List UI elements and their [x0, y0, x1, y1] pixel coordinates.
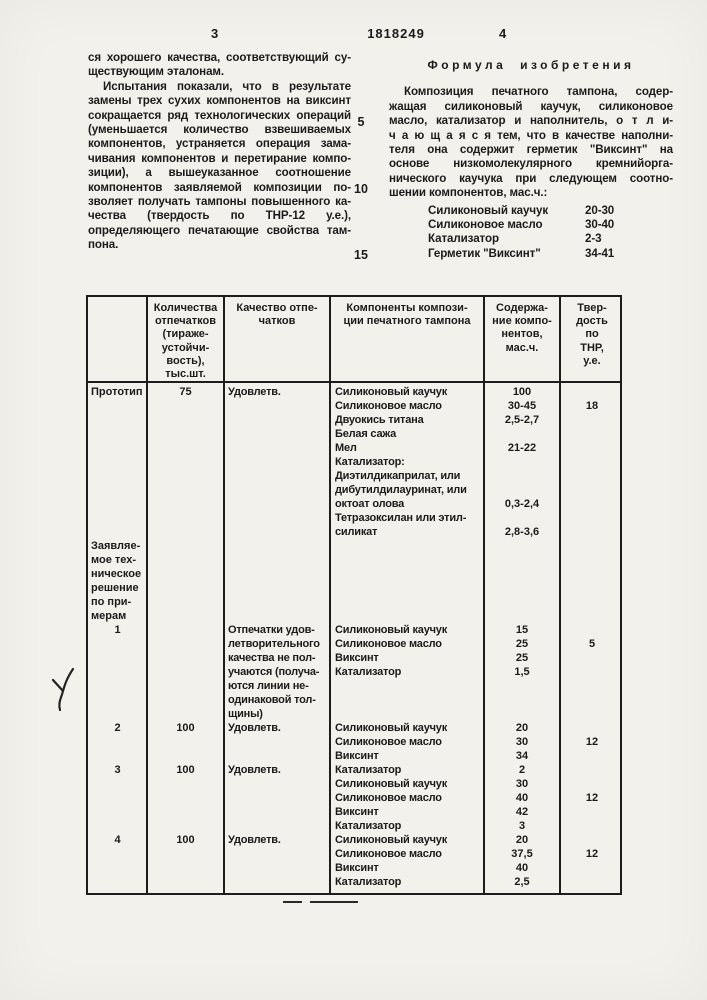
table-cell [147, 637, 224, 651]
text-line: (уменьшается количество взвешиваемых [88, 123, 351, 137]
table-cell [88, 427, 147, 441]
table-cell [224, 847, 330, 861]
table-cell [88, 861, 147, 875]
table-cell: 40 [515, 862, 529, 874]
table-cell: Белая сажа [335, 428, 397, 440]
table-cell: Удовлетв. [228, 386, 281, 398]
table-cell [560, 777, 624, 791]
table-cell: Удовлетв. [228, 834, 281, 846]
table-cell: 100 [176, 834, 195, 846]
table-cell [224, 469, 330, 483]
text-line: чивания компонентов и перетирание компо- [88, 151, 351, 165]
table-cell: 30 [515, 736, 529, 748]
table-cell [88, 791, 147, 805]
table-cell [560, 511, 624, 525]
table-cell: Прототип [91, 386, 143, 398]
table-cell [147, 749, 224, 763]
table-cell: Заявляе- [91, 540, 141, 552]
formula-item [428, 204, 673, 218]
text-line: компонентов заявляемой композиции по- [88, 180, 351, 194]
formula-heading: Формула изобретения [427, 58, 635, 72]
table-cell: Силиконовое масло [335, 638, 442, 650]
text-line: чества (твердость по ТНР-12 у.е.), [88, 209, 351, 223]
table-cell: 2 [114, 722, 121, 734]
component-name: Герметик "Виксинт" [428, 246, 541, 260]
table-cell: 18 [585, 400, 599, 412]
table-cell [147, 707, 224, 721]
table-cell: 25 [515, 638, 529, 650]
table-cell [330, 539, 484, 553]
table-cell [224, 777, 330, 791]
table-cell [147, 511, 224, 525]
table-cell [147, 595, 224, 609]
table-cell: 100 [176, 722, 195, 734]
formula-paragraph [389, 85, 673, 200]
text-line: компонентов, устраняется операция зама- [88, 137, 351, 151]
text-line: Испытания показали, что в результате [103, 79, 351, 93]
table-cell: Виксинт [335, 750, 379, 762]
table-cell [560, 861, 624, 875]
table-cell [560, 875, 624, 889]
table-body [88, 385, 620, 889]
table-cell [484, 539, 560, 553]
table-cell: 75 [179, 386, 192, 398]
table-cell [224, 455, 330, 469]
table-cell [560, 441, 624, 455]
table-cell [330, 581, 484, 595]
table-cell [484, 679, 560, 693]
table-cell: 15 [515, 624, 529, 636]
table-cell: Удовлетв. [228, 764, 281, 776]
table-cell: 1,5 [514, 666, 530, 678]
table-cell [484, 483, 560, 497]
table-cell [224, 441, 330, 455]
table-cell [147, 455, 224, 469]
table-cell [330, 595, 484, 609]
table-cell: 1 [114, 624, 121, 636]
table-cell: 12 [585, 792, 599, 804]
table-header-cell: Компоненты компози- ции печатного тампона [343, 302, 471, 328]
table-cell: 37,5 [511, 848, 533, 860]
table-cell [88, 819, 147, 833]
table-cell: Силиконовый каучук [335, 624, 448, 636]
table-cell [330, 679, 484, 693]
table-cell [224, 609, 330, 623]
table-header-cell [88, 297, 147, 381]
table-cell [88, 777, 147, 791]
component-value: 2-3 [585, 232, 602, 246]
table-cell [560, 539, 624, 553]
table-cell: 12 [585, 736, 599, 748]
table-cell [224, 427, 330, 441]
end-dash-separator [283, 901, 358, 903]
table-cell: Двуокись титана [335, 414, 424, 426]
table-cell [224, 539, 330, 553]
table-cell [224, 413, 330, 427]
table-cell: 100 [512, 386, 532, 398]
table-cell [224, 819, 330, 833]
table-cell [224, 525, 330, 539]
table-cell [147, 679, 224, 693]
table-cell [147, 693, 224, 707]
table-cell [88, 525, 147, 539]
table-cell [484, 469, 560, 483]
table-cell [484, 693, 560, 707]
left-text-column [88, 51, 351, 253]
component-name: Силиконовый каучук [428, 203, 549, 217]
table-cell [147, 483, 224, 497]
text-line: ществующим эталонам. [88, 65, 225, 79]
table-cell [88, 497, 147, 511]
formula-component-list [389, 204, 673, 262]
table-cell [560, 609, 624, 623]
table-cell: по при- [91, 596, 132, 608]
table-cell: Катализатор: [335, 456, 405, 468]
text-line: основе низкомолекулярного кремнийорга- [389, 157, 673, 171]
handwritten-mark [46, 664, 80, 718]
table-cell: мое тех- [91, 554, 137, 566]
table-cell: Силиконовый каучук [335, 778, 448, 790]
text-line: масло, катализатор и наполнитель, о т л и- [389, 114, 673, 128]
table-cell [147, 651, 224, 665]
table-cell: ются линии не- [228, 680, 309, 692]
table-cell [484, 427, 560, 441]
table-cell: Силиконовый каучук [335, 386, 448, 398]
table-cell: 30-45 [507, 400, 537, 412]
table-cell [88, 413, 147, 427]
component-value: 20-30 [585, 203, 615, 217]
table-cell [88, 483, 147, 497]
table-cell: Мел [335, 442, 357, 454]
right-text-column [389, 58, 673, 261]
table-cell [147, 539, 224, 553]
table-cell: 0,3-2,4 [504, 498, 540, 510]
table-cell [147, 819, 224, 833]
table-cell [88, 749, 147, 763]
text-line: определяющего печатающие свойства там- [88, 223, 351, 237]
formula-item [428, 218, 673, 232]
table-cell [484, 581, 560, 595]
table-cell [330, 707, 484, 721]
table-cell: Отпечатки удов- [228, 624, 315, 636]
table-cell: Катализатор [335, 876, 402, 888]
table-cell: 2,5 [514, 876, 530, 888]
table-cell: 42 [515, 806, 529, 818]
table-cell: 5 [588, 638, 596, 650]
table-cell [560, 595, 624, 609]
table-cell [147, 413, 224, 427]
table-cell [88, 707, 147, 721]
table-cell [224, 553, 330, 567]
table-cell [147, 805, 224, 819]
table-cell [224, 511, 330, 525]
table-cell: качества не пол- [228, 652, 316, 664]
table-cell [224, 595, 330, 609]
table-cell: 3 [114, 764, 121, 776]
component-value: 30-40 [585, 218, 615, 232]
table-cell [88, 847, 147, 861]
table-header-cell: Твер- дость по ТНР, у.е. [576, 302, 608, 367]
table-cell [147, 791, 224, 805]
table-cell [560, 665, 624, 679]
component-name: Силиконовое масло [428, 218, 543, 232]
table-cell [224, 875, 330, 889]
table-cell [560, 525, 624, 539]
table-cell [484, 553, 560, 567]
table-cell [560, 679, 624, 693]
table-cell [88, 511, 147, 525]
table-cell [147, 553, 224, 567]
table-cell [147, 609, 224, 623]
table-cell: 20 [515, 834, 529, 846]
table-cell [224, 791, 330, 805]
text-line: жащая силиконовый каучук, силиконовое [389, 99, 673, 113]
table-cell: Катализатор [335, 666, 402, 678]
table-cell [147, 735, 224, 749]
table-cell [484, 707, 560, 721]
table-cell [484, 511, 560, 525]
table-cell: 2,5-2,7 [504, 414, 540, 426]
line-number: 5 [357, 115, 365, 129]
table-cell: Силиконовое масло [335, 400, 442, 412]
table-cell [484, 595, 560, 609]
text-line: ся хорошего качества, соответствующий су- [88, 51, 351, 64]
table-cell [147, 581, 224, 595]
page-number-left: 3 [211, 26, 220, 41]
page-number-right: 4 [499, 26, 508, 41]
table-cell [224, 805, 330, 819]
table-cell [147, 623, 224, 637]
table-cell [147, 399, 224, 413]
table-cell: 3 [518, 820, 526, 832]
text-line: сокращается ряд технологических операций [88, 108, 351, 122]
table-cell [330, 693, 484, 707]
table-cell [147, 861, 224, 875]
component-value: 34-41 [585, 246, 615, 260]
table-cell [560, 651, 624, 665]
table-cell [224, 567, 330, 581]
table-cell [560, 581, 624, 595]
table-cell: 30 [515, 778, 529, 790]
table-cell [88, 455, 147, 469]
table-cell: 40 [515, 792, 529, 804]
table-cell: мерам [91, 610, 127, 622]
table-cell: Диэтилдикаприлат, или [335, 470, 461, 482]
table-cell: Силиконовое масло [335, 792, 442, 804]
table-cell [224, 497, 330, 511]
table-cell: дибутилдилауринат, или [335, 484, 467, 496]
table-header-row [88, 297, 620, 381]
table-cell [147, 847, 224, 861]
text-line: пона. [88, 238, 119, 252]
table-cell: 21-22 [507, 442, 537, 454]
table-cell [147, 777, 224, 791]
table-cell: Виксинт [335, 862, 379, 874]
table-cell [147, 875, 224, 889]
table-cell [147, 427, 224, 441]
table-cell [88, 735, 147, 749]
table-cell [560, 553, 624, 567]
table-cell [560, 455, 624, 469]
table-cell [330, 567, 484, 581]
table-cell: Тетразоксилан или этил- [335, 512, 467, 524]
table-header-cell: Содержа- ние компо- нентов, мас.ч. [492, 302, 552, 354]
table-cell: 25 [515, 652, 529, 664]
table-cell [560, 693, 624, 707]
text-line: замены трех сухих компонентов на виксинт [88, 94, 351, 108]
line-number: 10 [354, 182, 368, 196]
table-cell [560, 427, 624, 441]
table-cell [330, 609, 484, 623]
table-cell [560, 707, 624, 721]
table-cell [224, 735, 330, 749]
component-name: Катализатор [428, 232, 499, 246]
table-cell [88, 665, 147, 679]
table-cell [560, 469, 624, 483]
table-cell [560, 833, 624, 847]
formula-item [428, 247, 673, 261]
table-cell [484, 567, 560, 581]
table-cell [560, 497, 624, 511]
table-cell [560, 721, 624, 735]
table-cell [224, 483, 330, 497]
table-cell [560, 385, 624, 399]
table-cell [88, 651, 147, 665]
table-cell [147, 665, 224, 679]
line-number: 15 [354, 248, 368, 262]
table-cell: учаются (получа- [228, 666, 320, 678]
table-cell [88, 693, 147, 707]
table-cell: Виксинт [335, 652, 379, 664]
table-cell [224, 749, 330, 763]
table-cell: Силиконовое масло [335, 736, 442, 748]
table-cell [224, 399, 330, 413]
table-cell [560, 763, 624, 777]
text-line: нического каучука при следующем соотно- [389, 171, 673, 185]
table-cell: Катализатор [335, 764, 402, 776]
table-cell: щины) [228, 708, 263, 720]
table-cell [147, 525, 224, 539]
table-cell [147, 567, 224, 581]
text-line: Композиция печатного тампона, содер- [404, 85, 673, 99]
table-cell [224, 581, 330, 595]
table-cell: 100 [176, 764, 195, 776]
text-line: ч а ю щ а я с я тем, что в качестве наполни- [389, 128, 673, 142]
table-cell: ническое [91, 568, 142, 580]
table-cell [88, 637, 147, 651]
table-header-separator [88, 381, 620, 383]
table-cell: Виксинт [335, 806, 379, 818]
table-cell: летворительного [228, 638, 320, 650]
results-table [86, 295, 622, 895]
table-cell [88, 441, 147, 455]
table-cell: октоат олова [335, 498, 405, 510]
table-cell [330, 553, 484, 567]
table-cell: Катализатор [335, 820, 402, 832]
table-cell: 34 [515, 750, 529, 762]
table-cell: Силиконовый каучук [335, 834, 448, 846]
table-cell [560, 483, 624, 497]
table-cell [224, 861, 330, 875]
text-line: зволяет получать тампоны повышенного ка- [88, 195, 351, 209]
text-line: зиции), а вышеуказанное соотношение [88, 166, 351, 180]
table-cell [560, 819, 624, 833]
table-cell [560, 749, 624, 763]
table-cell: Удовлетв. [228, 722, 281, 734]
table-cell [560, 805, 624, 819]
table-cell [560, 623, 624, 637]
table-cell [147, 497, 224, 511]
table-cell: 4 [114, 834, 121, 846]
table-cell [88, 875, 147, 889]
table-cell: решение [91, 582, 139, 594]
patent-number: 1818249 [367, 26, 425, 41]
table-cell: силикат [335, 526, 378, 538]
table-cell: 12 [585, 848, 599, 860]
table-cell [484, 455, 560, 469]
table-cell: Силиконовое масло [335, 848, 442, 860]
table-cell [560, 413, 624, 427]
table-header-cell: Качество отпе- чатков [236, 302, 318, 328]
text-line: шении компонентов, мас.ч.: [389, 186, 548, 200]
table-cell [88, 679, 147, 693]
table-cell [147, 441, 224, 455]
text-line: теля она содержит герметик "Виксинт" на [389, 143, 673, 157]
table-cell [560, 567, 624, 581]
table-header-cell: Количества отпечатков (тираже- устойчи- вость), тыс.шт. [153, 302, 218, 381]
table-cell [88, 399, 147, 413]
table-cell [147, 469, 224, 483]
table-cell: 2 [518, 764, 526, 776]
table-cell: одинаковой тол- [228, 694, 316, 706]
table-cell [88, 805, 147, 819]
table-cell: Силиконовый каучук [335, 722, 448, 734]
table-cell [88, 469, 147, 483]
table-cell: 2,8-3,6 [504, 526, 540, 538]
table-cell: 20 [515, 722, 529, 734]
table-cell [484, 609, 560, 623]
formula-item [428, 232, 673, 246]
